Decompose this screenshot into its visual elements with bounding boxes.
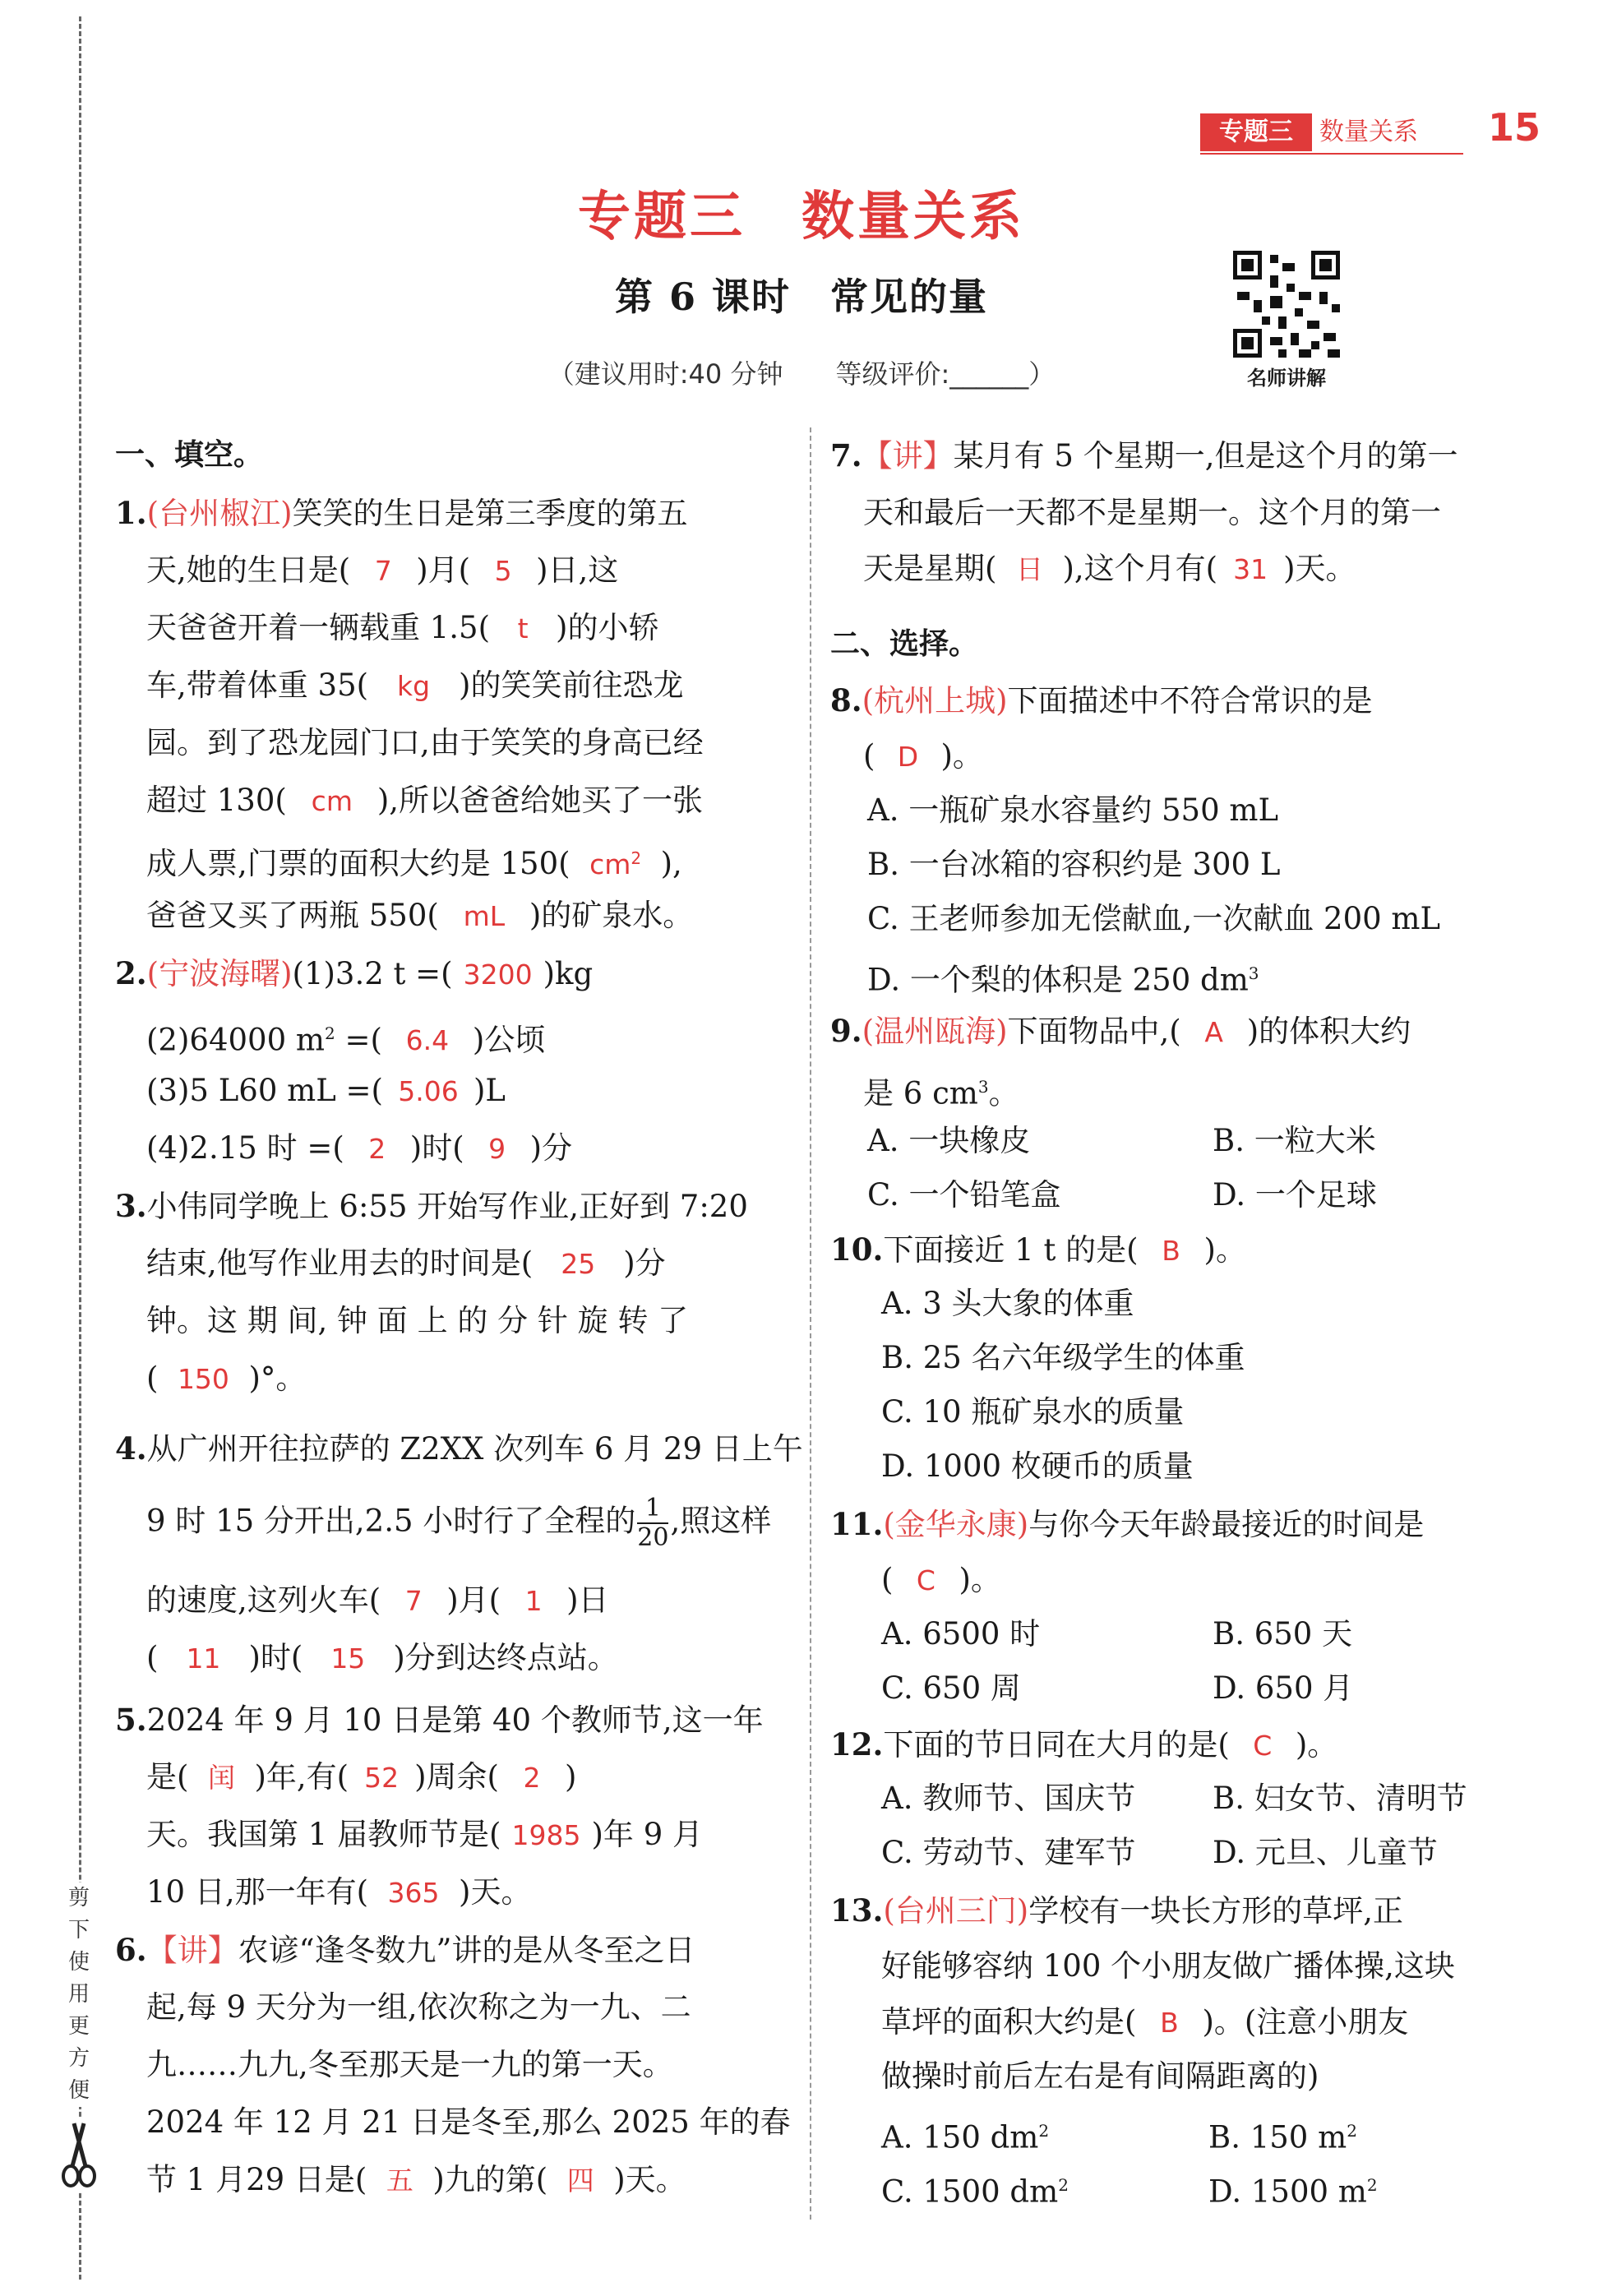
question-text: 9 时 15 分开出,2.5 小时行了全程的 (146, 1503, 636, 1539)
question-text: 节 1 月29 日是( (146, 2162, 367, 2197)
question-13-line-3 (881, 2003, 1408, 2043)
question-1-line-2 (146, 551, 618, 591)
question-source: (杭州上城) (862, 683, 1008, 718)
option-text: D. 一个梨的体积是 250 dm (867, 962, 1249, 998)
question-text: 与你今天年龄最接近的时间是 (1028, 1507, 1425, 1542)
question-number: 3. (115, 1188, 147, 1224)
header-rule (1200, 153, 1463, 155)
question-text: )月( (416, 552, 471, 588)
question-10-line-1 (830, 1230, 1246, 1271)
fraction (637, 1494, 668, 1552)
question-9-line-1 (830, 1011, 1411, 1052)
question-text: )°。 (248, 1361, 307, 1396)
answer: 6.4 (405, 1024, 450, 1057)
option-text: C. 1500 dm (881, 2174, 1059, 2210)
question-source: (温州瓯海) (862, 1014, 1008, 1049)
answer: 5 (494, 555, 512, 587)
question-text: )分 (623, 1245, 666, 1281)
question-text: 天爸爸开着一辆载重 1.5( (146, 610, 491, 645)
option-b: B. 650 天 (1213, 1616, 1353, 1652)
option-c: C. 王老师参加无偿献血,一次献血 200 mL (867, 901, 1441, 936)
question-1-line-5: 园。到了恐龙园门口,由于笑笑的身高已经 (146, 725, 704, 760)
fraction-denominator: 20 (637, 1523, 669, 1552)
option-c: C. 一个铅笔盒 (867, 1177, 1061, 1213)
question-5-line-3 (146, 1815, 703, 1855)
answer: 7 (404, 1585, 423, 1617)
lecture-tag[interactable]: 【讲】 (146, 1933, 238, 1968)
option-a: A. 一瓶矿泉水容量约 550 mL (867, 792, 1279, 828)
time-hint: （建议用时:40 分钟 等级评价:______） (547, 358, 1056, 390)
question-text: ),这个月有( (1062, 551, 1218, 586)
question-text: ) (564, 1759, 577, 1795)
question-text: 下面物品中,( (1007, 1014, 1181, 1049)
question-text: 天,她的生日是( (146, 552, 351, 588)
option-b: B. 一台冰箱的容积约是 300 L (867, 847, 1281, 882)
option-text: A. 150 dm (881, 2119, 1039, 2155)
question-text: )。 (940, 738, 983, 774)
question-source: (金华永康) (883, 1507, 1029, 1542)
answer: A (1204, 1016, 1223, 1048)
question-text: 超过 130( (146, 783, 287, 818)
question-text: )分 (529, 1130, 573, 1166)
page-number: 15 (1488, 105, 1541, 150)
question-text: ( (146, 1640, 159, 1675)
question-text: )的笑笑前往恐龙 (459, 668, 684, 703)
question-2-line-1 (115, 954, 593, 995)
question-6-line-4: 2024 年 12 月 21 日是冬至,那么 2025 年的春 (146, 2104, 791, 2140)
option-a: A. 3 头大象的体重 (881, 1286, 1134, 1321)
question-5-line-1 (115, 1700, 764, 1740)
question-text: 爸爸又买了两瓶 550( (146, 898, 439, 933)
question-text: )月( (446, 1582, 501, 1618)
question-text: ,照这样 (670, 1503, 772, 1539)
question-number: 12. (830, 1726, 884, 1762)
qr-label: 名师讲解 (1247, 367, 1326, 390)
answer: 2 (368, 1133, 386, 1165)
question-1-line-7 (146, 838, 682, 885)
option-text: B. 150 m (1208, 2119, 1347, 2155)
question-text: (2)64000 m (146, 1022, 325, 1058)
question-number: 6. (115, 1932, 147, 1968)
question-number: 5. (115, 1702, 147, 1738)
answer: 四 (566, 2164, 594, 2197)
question-text: 从广州开往拉萨的 Z2XX 次列车 6 月 29 日上午 (146, 1431, 803, 1467)
question-text: )的小轿 (556, 610, 659, 645)
question-6-line-5 (146, 2160, 686, 2201)
question-text: 。 (988, 1075, 1019, 1111)
question-text: )九的第( (432, 2162, 548, 2197)
option-a: A. 教师节、国庆节 (881, 1781, 1136, 1816)
answer: 9 (488, 1133, 506, 1165)
answer: 365 (387, 1877, 440, 1909)
question-text: )年,有( (254, 1759, 349, 1795)
header-badge: 专题三 (1200, 113, 1312, 151)
option-b: B. 一粒大米 (1213, 1123, 1376, 1158)
question-text: 10 日,那一年有( (146, 1874, 369, 1910)
superscript: 2 (1366, 2175, 1378, 2195)
question-2-line-4 (146, 1129, 572, 1169)
question-text: )年 9 月 (591, 1817, 703, 1852)
question-text: (4)2.15 时 =( (146, 1130, 344, 1166)
question-number: 2. (115, 955, 147, 991)
option-text: D. 1500 m (1208, 2174, 1367, 2210)
answer: 5.06 (398, 1075, 459, 1107)
answer: 25 (561, 1248, 596, 1280)
question-text: )。 (959, 1562, 1001, 1597)
question-text: ),所以爸爸给她买了一张 (376, 783, 704, 818)
question-number: 10. (830, 1231, 884, 1268)
question-13-line-4: 做操时前后左右是有间隔距离的) (881, 2058, 1319, 2094)
answer: 五 (386, 2164, 413, 2197)
question-1-line-6 (146, 781, 703, 821)
question-text: )分到达终点站。 (393, 1640, 618, 1675)
question-text: ( (863, 738, 875, 774)
question-7-line-1 (830, 436, 1457, 476)
question-9-line-2 (863, 1067, 1019, 1113)
question-number: 11. (830, 1506, 884, 1542)
superscript: 3 (977, 1077, 989, 1097)
answer: 2 (523, 1762, 541, 1794)
question-text: 成人票,门票的面积大约是 150( (146, 846, 571, 881)
lecture-tag[interactable]: 【讲】 (862, 438, 954, 474)
question-number: 9. (830, 1013, 862, 1049)
header-subtitle: 数量关系 (1319, 118, 1418, 146)
option-c: C. 650 周 (881, 1670, 1021, 1706)
question-7-line-3 (863, 549, 1356, 589)
lesson-title: 第 6 课时 常见的量 (614, 275, 989, 319)
option-c (881, 2165, 1069, 2211)
question-3-line-2 (146, 1244, 666, 1284)
question-6-line-1 (115, 1930, 695, 1970)
question-2-line-2 (146, 1014, 545, 1060)
question-text: 是 6 cm (863, 1075, 978, 1111)
question-number: 8. (830, 682, 862, 718)
question-text: )。 (1203, 1232, 1246, 1268)
question-text: 农谚“逢冬数九”讲的是从冬至之日 (238, 1933, 695, 1968)
question-text: ), (660, 846, 682, 881)
question-text: )kg (543, 956, 594, 991)
superscript: 2 (1058, 2175, 1069, 2195)
answer: 闰 (207, 1762, 235, 1794)
question-6-line-2: 起,每 9 天分为一组,依次称之为一九、二 (146, 1989, 691, 2025)
question-13-line-1 (830, 1891, 1403, 1931)
answer: 7 (374, 555, 392, 587)
answer: 11 (186, 1642, 221, 1675)
answer: 150 (177, 1363, 229, 1395)
question-text: )。 (1295, 1727, 1338, 1762)
question-number: 1. (115, 495, 147, 531)
answer: 52 (364, 1762, 400, 1794)
option-b (1208, 2111, 1357, 2157)
question-source: (台州椒江) (146, 496, 293, 531)
question-text: )时( (409, 1130, 464, 1166)
question-text: 学校有一块长方形的草坪,正 (1028, 1893, 1404, 1929)
question-text: 下面接近 1 t 的是( (883, 1232, 1139, 1268)
question-text: )周余( (414, 1759, 499, 1795)
answer: D (897, 741, 919, 773)
question-text: ( (881, 1562, 894, 1597)
question-5-line-4 (146, 1873, 531, 1913)
answer: 3200 (463, 959, 533, 991)
question-text: 结束,他写作业用去的时间是( (146, 1245, 534, 1281)
question-4-line-4 (146, 1638, 618, 1679)
question-text: ( (146, 1361, 159, 1396)
question-1-line-1 (115, 493, 688, 534)
question-text: )日,这 (536, 552, 619, 588)
question-text: )天。 (613, 2162, 686, 2197)
question-3-line-1 (115, 1186, 748, 1227)
section-fill-blank: 一、填空。 (115, 438, 264, 472)
question-2-line-3 (146, 1071, 506, 1111)
question-3-line-4 (146, 1359, 306, 1399)
answer: mL (463, 900, 506, 932)
question-text: )时( (248, 1640, 303, 1675)
superscript: 2 (1038, 2121, 1050, 2141)
question-text: (1)3.2 t =( (292, 956, 453, 991)
answer: 1 (524, 1585, 543, 1617)
superscript: 3 (1248, 963, 1259, 983)
cut-instruction: 剪下使用更方便 (62, 1883, 95, 2107)
answer: B (1160, 2007, 1179, 2039)
option-a: A. 一块橡皮 (867, 1123, 1031, 1158)
question-text: 某月有 5 个星期一,但是这个月的第一 (953, 438, 1458, 474)
question-number: 7. (830, 437, 862, 474)
answer: cm (311, 785, 353, 817)
question-number: 4. (115, 1430, 147, 1467)
answer: B (1162, 1235, 1180, 1267)
option-b: B. 妇女节、清明节 (1213, 1781, 1467, 1816)
question-text: 下面描述中不符合常识的是 (1007, 683, 1373, 718)
question-text: )的矿泉水。 (529, 898, 694, 933)
question-text: (3)5 L60 mL =( (146, 1073, 383, 1108)
question-text: )天。 (459, 1874, 532, 1910)
answer: 31 (1233, 553, 1268, 585)
option-b: B. 25 名六年级学生的体重 (881, 1340, 1245, 1375)
superscript: 2 (1347, 2121, 1357, 2141)
superscript: 2 (631, 848, 642, 868)
option-d: D. 1000 枚硬币的质量 (881, 1448, 1194, 1484)
question-13-line-2: 好能够容纳 100 个小朋友做广播体操,这块 (881, 1948, 1455, 1984)
answer: kg (397, 670, 431, 702)
option-c: C. 劳动节、建军节 (881, 1835, 1136, 1870)
answer: C (916, 1564, 935, 1596)
question-11-line-2 (881, 1560, 1001, 1601)
option-d: D. 650 月 (1213, 1670, 1354, 1706)
question-7-line-2: 天和最后一天都不是星期一。这个月的第一 (863, 495, 1441, 530)
option-d: D. 元旦、儿童节 (1213, 1835, 1438, 1870)
superscript: 2 (324, 1023, 335, 1043)
question-text: =( (335, 1022, 382, 1058)
scissors-icon (59, 2117, 99, 2191)
question-5-line-2 (146, 1758, 576, 1798)
answer: 日 (1015, 553, 1043, 585)
question-1-line-8 (146, 896, 693, 936)
answer: 1985 (511, 1819, 581, 1851)
section-multiple-choice: 二、选择。 (830, 627, 979, 661)
question-text: 的速度,这列火车( (146, 1582, 381, 1618)
question-6-line-3: 九……九九,冬至那天是一九的第一天。 (146, 2047, 673, 2082)
question-text: 天。我国第 1 届教师节是( (146, 1817, 501, 1852)
question-number: 13. (830, 1892, 884, 1929)
option-a: A. 6500 时 (881, 1616, 1041, 1652)
question-text: )的体积大约 (1246, 1014, 1411, 1049)
question-8-line-1 (830, 681, 1373, 721)
question-1-line-3 (146, 608, 658, 649)
qr-code-icon[interactable] (1229, 247, 1344, 362)
page-title: 专题三 数量关系 (578, 187, 1025, 247)
question-3-line-3: 钟。这 期 间, 钟 面 上 的 分 针 旋 转 了 (146, 1303, 689, 1338)
question-4-line-3 (146, 1581, 609, 1621)
question-4-line-2 (146, 1494, 771, 1552)
option-d (1208, 2165, 1378, 2211)
question-8-line-2 (863, 737, 983, 777)
question-source: (宁波海曙) (146, 956, 293, 991)
answer (571, 838, 661, 885)
question-text: 2024 年 9 月 10 日是第 40 个教师节,这一年 (146, 1702, 764, 1738)
question-4-line-1 (115, 1429, 803, 1469)
question-text: 笑笑的生日是第三季度的第五 (292, 496, 688, 531)
question-text: )。(注意小朋友 (1202, 2004, 1409, 2040)
question-source: (台州三门) (883, 1893, 1029, 1929)
question-11-line-1 (830, 1504, 1424, 1545)
answer: 15 (330, 1642, 366, 1675)
question-12-line-1 (830, 1725, 1337, 1766)
option-a (881, 2111, 1049, 2157)
fraction-numerator: 1 (637, 1494, 668, 1524)
answer: t (517, 612, 529, 644)
question-text: )天。 (1283, 551, 1356, 586)
question-text: 草坪的面积大约是( (881, 2004, 1137, 2040)
question-text: 下面的节日同在大月的是( (883, 1727, 1230, 1762)
question-text: )公顷 (472, 1022, 546, 1058)
question-text: 小伟同学晚上 6:55 开始写作业,正好到 7:20 (146, 1189, 748, 1224)
answer-text: cm (589, 848, 631, 880)
question-text: 是( (146, 1759, 189, 1795)
question-text: 车,带着体重 35( (146, 668, 369, 703)
question-text: )日 (566, 1582, 609, 1618)
question-text: )L (473, 1073, 506, 1108)
option-c: C. 10 瓶矿泉水的质量 (881, 1394, 1185, 1430)
option-d (867, 954, 1259, 1000)
question-text: 天是星期( (863, 551, 997, 586)
answer: C (1253, 1730, 1273, 1762)
column-divider (810, 427, 811, 2220)
option-d: D. 一个足球 (1213, 1177, 1377, 1213)
question-1-line-4 (146, 666, 683, 706)
